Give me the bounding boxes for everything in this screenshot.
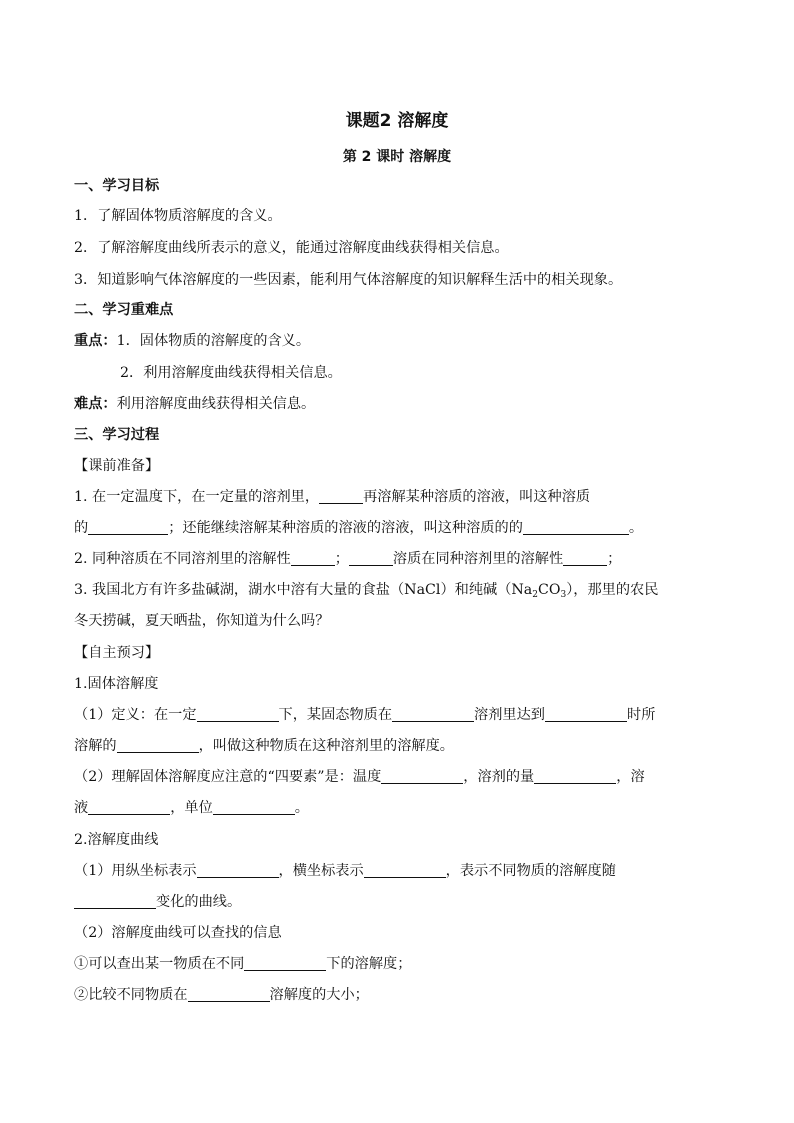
section-heading-key-points: 二、学习重难点 — [74, 302, 174, 318]
page-subtitle: 第 2 课时 溶解度 — [342, 149, 452, 165]
key-point-1: 1．固体物质的溶解度的含义。 — [116, 333, 311, 349]
blank-field[interactable] — [88, 798, 170, 815]
solid-solubility-title: 1.固体溶解度 — [74, 676, 159, 692]
key-point-line-1 — [74, 331, 310, 351]
blank-field[interactable] — [197, 705, 279, 722]
difficulty-line — [74, 394, 315, 414]
goal-item-1: 1．了解固体物质溶解度的含义。 — [74, 208, 282, 224]
blank-field[interactable] — [364, 861, 446, 878]
curve-info-item-2: ②比较不同物质在 溶解度的大小； — [74, 987, 369, 1003]
prep-q1-line-1: 1. 在一定温度下，在一定量的溶剂里， 再溶解某种溶质的溶液，叫这种溶质 — [74, 489, 591, 505]
blank-field[interactable] — [563, 549, 607, 566]
four-elements-line-1: （2）理解固体溶解度应注意的“四要素”是：温度 ，溶剂的量 ，溶 — [74, 769, 645, 785]
solubility-curve-title: 2.溶解度曲线 — [74, 832, 159, 848]
blank-field[interactable] — [381, 767, 463, 784]
blank-field[interactable] — [545, 705, 627, 722]
blank-field[interactable] — [74, 892, 156, 909]
goal-item-3: 3．知道影响气体溶解度的一些因素，能利用气体溶解度的知识解释生活中的相关现象。 — [74, 272, 623, 288]
key-point-line-2: 2．利用溶解度曲线获得相关信息。 — [120, 365, 342, 381]
blank-field[interactable] — [319, 487, 363, 504]
blank-field[interactable] — [188, 985, 270, 1002]
blank-field[interactable] — [88, 518, 168, 535]
curve-info-heading: （2）溶解度曲线可以查找的信息 — [74, 925, 282, 941]
blank-field[interactable] — [197, 861, 279, 878]
curve-def-line-1: （1）用纵坐标表示 ，横坐标表示 ，表示不同物质的溶解度随 — [74, 863, 616, 879]
blank-field[interactable] — [534, 767, 616, 784]
definition-line-1: （1）定义：在一定 下，某固态物质在 溶剂里达到 时所 — [74, 707, 656, 723]
self-study-heading: 【自主预习】 — [74, 645, 160, 661]
section-heading-goals: 一、学习目标 — [74, 178, 160, 194]
prep-q1-line-2: 的 ；还能继续溶解某种溶质的溶液的溶液，叫这种溶质的的 。 — [74, 520, 644, 536]
four-elements-line-2: 液 ，单位 。 — [74, 800, 309, 816]
blank-field[interactable] — [213, 798, 295, 815]
page-title: 课题2 溶解度 — [345, 111, 449, 131]
key-label: 重点： — [74, 333, 117, 349]
blank-field[interactable] — [392, 705, 474, 722]
blank-field[interactable] — [523, 518, 629, 535]
blank-field[interactable] — [244, 954, 326, 971]
section-heading-process: 三、学习过程 — [74, 427, 160, 443]
prep-heading: 【课前准备】 — [74, 458, 160, 474]
curve-def-line-2: 变化的曲线。 — [74, 892, 241, 912]
blank-field[interactable] — [291, 549, 335, 566]
prep-q2-line: 2. 同种溶质在不同溶剂里的溶解性 ； 溶质在同种溶剂里的溶解性 ； — [74, 551, 622, 567]
goal-item-2: 2．了解溶解度曲线所表示的意义，能通过溶解度曲线获得相关信息。 — [74, 240, 509, 256]
blank-field[interactable] — [349, 549, 393, 566]
difficulty-text: 利用溶解度曲线获得相关信息。 — [116, 396, 316, 412]
prep-q3-line-2: 冬天捞碱，夏天晒盐，你知道为什么吗？ — [74, 613, 330, 629]
difficulty-label: 难点： — [74, 396, 117, 412]
blank-field[interactable] — [117, 736, 199, 753]
prep-q3-line-1: 3. 我国北方有许多盐碱湖，湖水中溶有大量的食盐（NaCl）和纯碱$(Na_2CO_3)$，那里的农民 — [74, 582, 659, 600]
definition-line-2: 溶解的 ，叫做这种物质在这种溶剂里的溶解度。 — [74, 738, 454, 754]
curve-info-item-1: ①可以查出某一物质在不同 下的溶解度； — [74, 956, 412, 972]
